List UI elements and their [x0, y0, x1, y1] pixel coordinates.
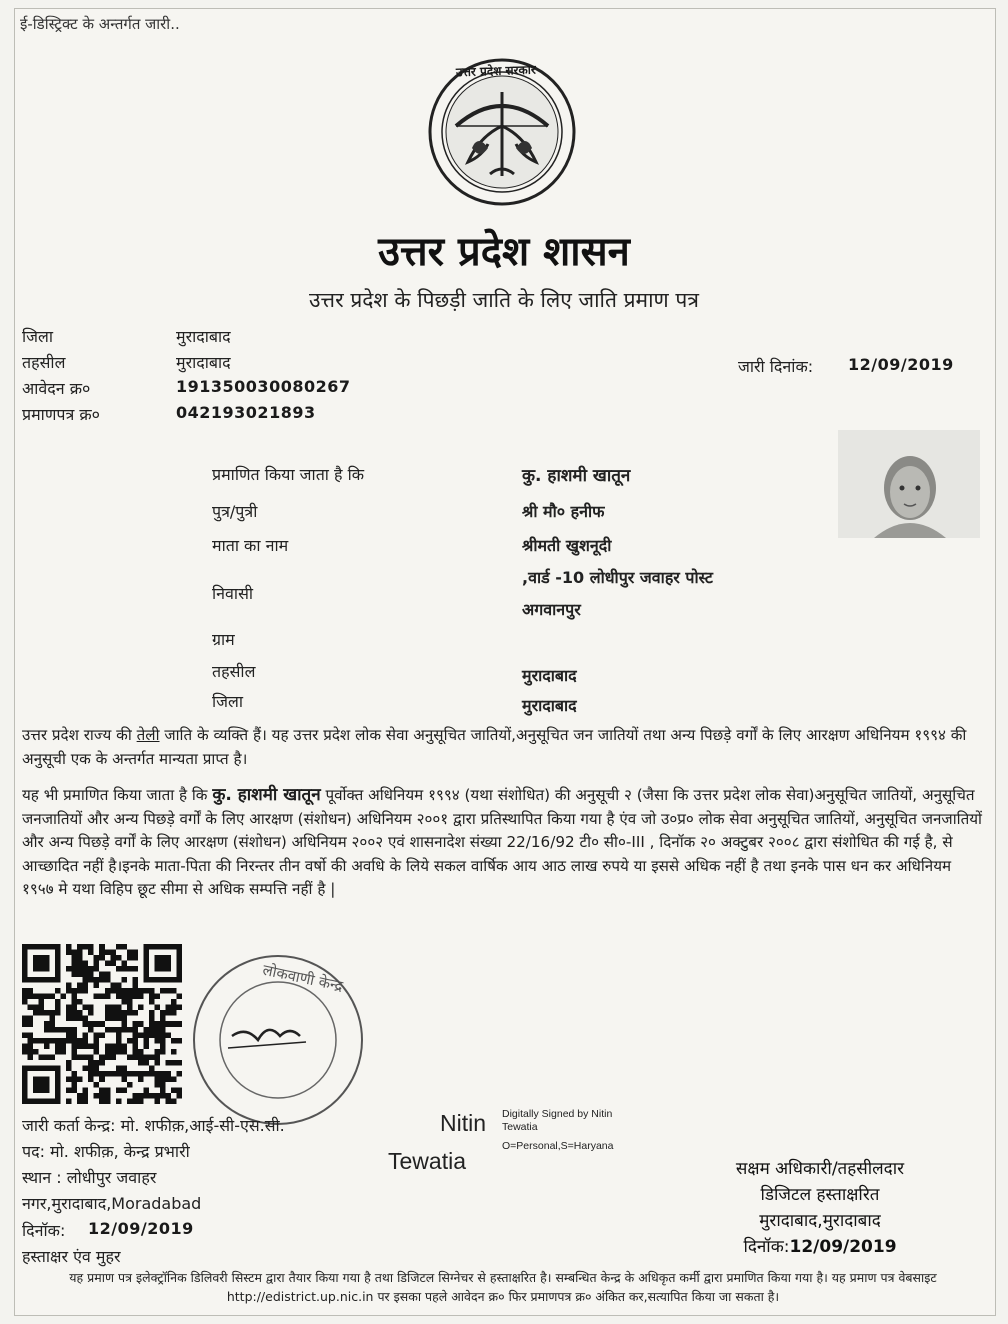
signer-first-name: Nitin — [440, 1110, 487, 1136]
issuer-date-value: 12/09/2019 — [88, 1219, 194, 1238]
digital-signature-org: O=Personal,S=Haryana — [502, 1140, 614, 1152]
issuer-place-line2: नगर,मुरादाबाद,Moradabad — [22, 1194, 202, 1213]
emblem-text: उत्तर प्रदेश सरकार — [455, 62, 536, 80]
application-label: आवेदन क्र० — [22, 379, 91, 398]
caste-paragraph: उत्तर प्रदेश राज्य की तेली जाति के व्यक्ति हैं। यह उत्तर प्रदेश लोक सेवा अनुसूचित जातियों,अनुसूचित जन जातियों तथा अन्य पिछड़े वर्गों के लिए आरक्षण अधिनियम १९९४ की अनुसूची एक के अन्तर्गत मान्यता प्राप्त है। — [22, 726, 967, 768]
issuer-date-label: दिनॉक: — [22, 1221, 66, 1240]
applicant-name: कु. हाशमी खातून — [522, 466, 631, 486]
applicant-name-inline: कु. हाशमी खातून — [212, 785, 321, 805]
applicant-photo — [838, 430, 980, 538]
issue-date-label: जारी दिनांक: — [738, 357, 814, 376]
footer-note: यह प्रमाण पत्र इलेक्ट्रॉनिक डिलिवरी सिस्टम द्वारा तैयार किया गया है तथा डिजिटल सिग्नेचर से हस्ताक्षरित है। सम्बन्धित केन्द्र के अधिकृत कर्मी द्वारा प्रमाणित किया गया है। यह प्रमाण पत्र वेबसाइट http://edistrict.up.nic.in पर इसका पहले आवेदन क्र० फिर प्रमाणपत्र क्र० अंकित कर,सत्यापित किया जा सकता है। — [69, 1270, 937, 1304]
certified-label: प्रमाणित किया जाता है कि — [212, 465, 365, 484]
seal-text: लोकवाणी केन्द्र — [261, 960, 345, 996]
issuer-post: पद: मो. शफीक़, केन्द्र प्रभारी — [22, 1142, 190, 1161]
issuer-place-line1: स्थान : लोधीपुर जवाहर — [22, 1168, 157, 1187]
certification-paragraph: यह भी प्रमाणित किया जाता है कि कु. हाशमी खातून पूर्वोक्त अधिनियम १९९४ (यथा संशोधित) की अनुसूची २ (जैसा कि उत्तर प्रदेश लोक सेवा)अनुसूचित जातियों, अनुसूचित जनजातियों और अन्य पिछड़े वर्गों के लिए आरक्षण (संशोधन) अधिनियम २००१ द्वारा प्रतिस्थापित किया गया है एंव जो उ०प्र० लोक सेवा अनुसूचित जातियों, अनुसूचित जनजातियों और अन्य पिछड़े वर्गों के लिए आरक्षण (संशोधन) अधिनियम २००२ एवं शासनादेश संख्या 22/16/92 टी० सी०-III , दिनॉक २० अक्टुबर २००८ द्वारा संशोधित की गई है, से आच्छादित नहीं है।इनके माता-पिता की निरन्तर तीन वर्षो की अवधि के लिये सकल वार्षिक आय आठ लाख रुपये या इससे अधिक नहीं है तथा इनके पास धन कर अधिनियम १९५७ मे यथा विहिप छूट सीमा से अधिक सम्पत्ति नहीं है | — [22, 785, 982, 899]
village-label: ग्राम — [212, 630, 235, 649]
detail-tehsil-value: मुरादाबाद — [522, 666, 577, 685]
digital-signature-text: Digitally Signed by Nitin Tewatia — [502, 1108, 613, 1133]
resident-address-line2: अगवानपुर — [522, 600, 581, 619]
resident-address-line1: ,वार्ड -10 लोधीपुर जवाहर पोस्ट — [522, 568, 713, 587]
caste-name: तेली — [136, 726, 160, 744]
signer-last-name: Tewatia — [388, 1148, 466, 1174]
authority-title: सक्षम अधिकारी/तहसीलदार — [735, 1159, 905, 1179]
detail-district-value: मुरादाबाद — [522, 696, 577, 715]
issuer-sign-label: हस्ताक्षर एंव मुहर — [22, 1247, 121, 1266]
issuer-centre: जारी कर्ता केन्द्र: मो. शफीक़,आई-सी-एस.सी. — [22, 1116, 285, 1135]
detail-district-label: जिला — [212, 692, 244, 711]
district-label: जिला — [22, 327, 54, 346]
authority-place: मुरादाबाद,मुरादाबाद — [759, 1211, 881, 1231]
resident-label: निवासी — [212, 584, 254, 603]
child-of-label: पुत्र/पुत्री — [212, 502, 258, 521]
tehsil-value: मुरादाबाद — [176, 353, 231, 372]
header-note: ई-डिस्ट्रिक्ट के अन्तर्गत जारी.. — [20, 15, 180, 33]
qr-code — [22, 944, 182, 1104]
authority-signed: डिजिटल हस्ताक्षरित — [760, 1185, 880, 1205]
authority-date: दिनॉक:12/09/2019 — [743, 1237, 897, 1257]
authority-date-value: 12/09/2019 — [789, 1237, 897, 1257]
page-title: उत्तर प्रदेश शासन — [378, 229, 630, 275]
certificate-number: 042193021893 — [176, 403, 316, 422]
issue-date-value: 12/09/2019 — [848, 355, 954, 374]
district-value: मुरादाबाद — [176, 327, 231, 346]
page-subtitle: उत्तर प्रदेश के पिछड़ी जाति के लिए जाति प्रमाण पत्र — [309, 288, 699, 312]
detail-tehsil-label: तहसील — [212, 662, 256, 681]
father-name: श्री मौ० हनीफ — [522, 502, 605, 521]
mother-label: माता का नाम — [212, 536, 289, 555]
mother-name: श्रीमती खुशनूदी — [522, 536, 612, 555]
tehsil-label: तहसील — [22, 353, 66, 372]
application-number: 191350030080267 — [176, 377, 351, 396]
certificate-label: प्रमाणपत्र क्र० — [22, 405, 100, 424]
up-government-emblem — [426, 56, 578, 208]
